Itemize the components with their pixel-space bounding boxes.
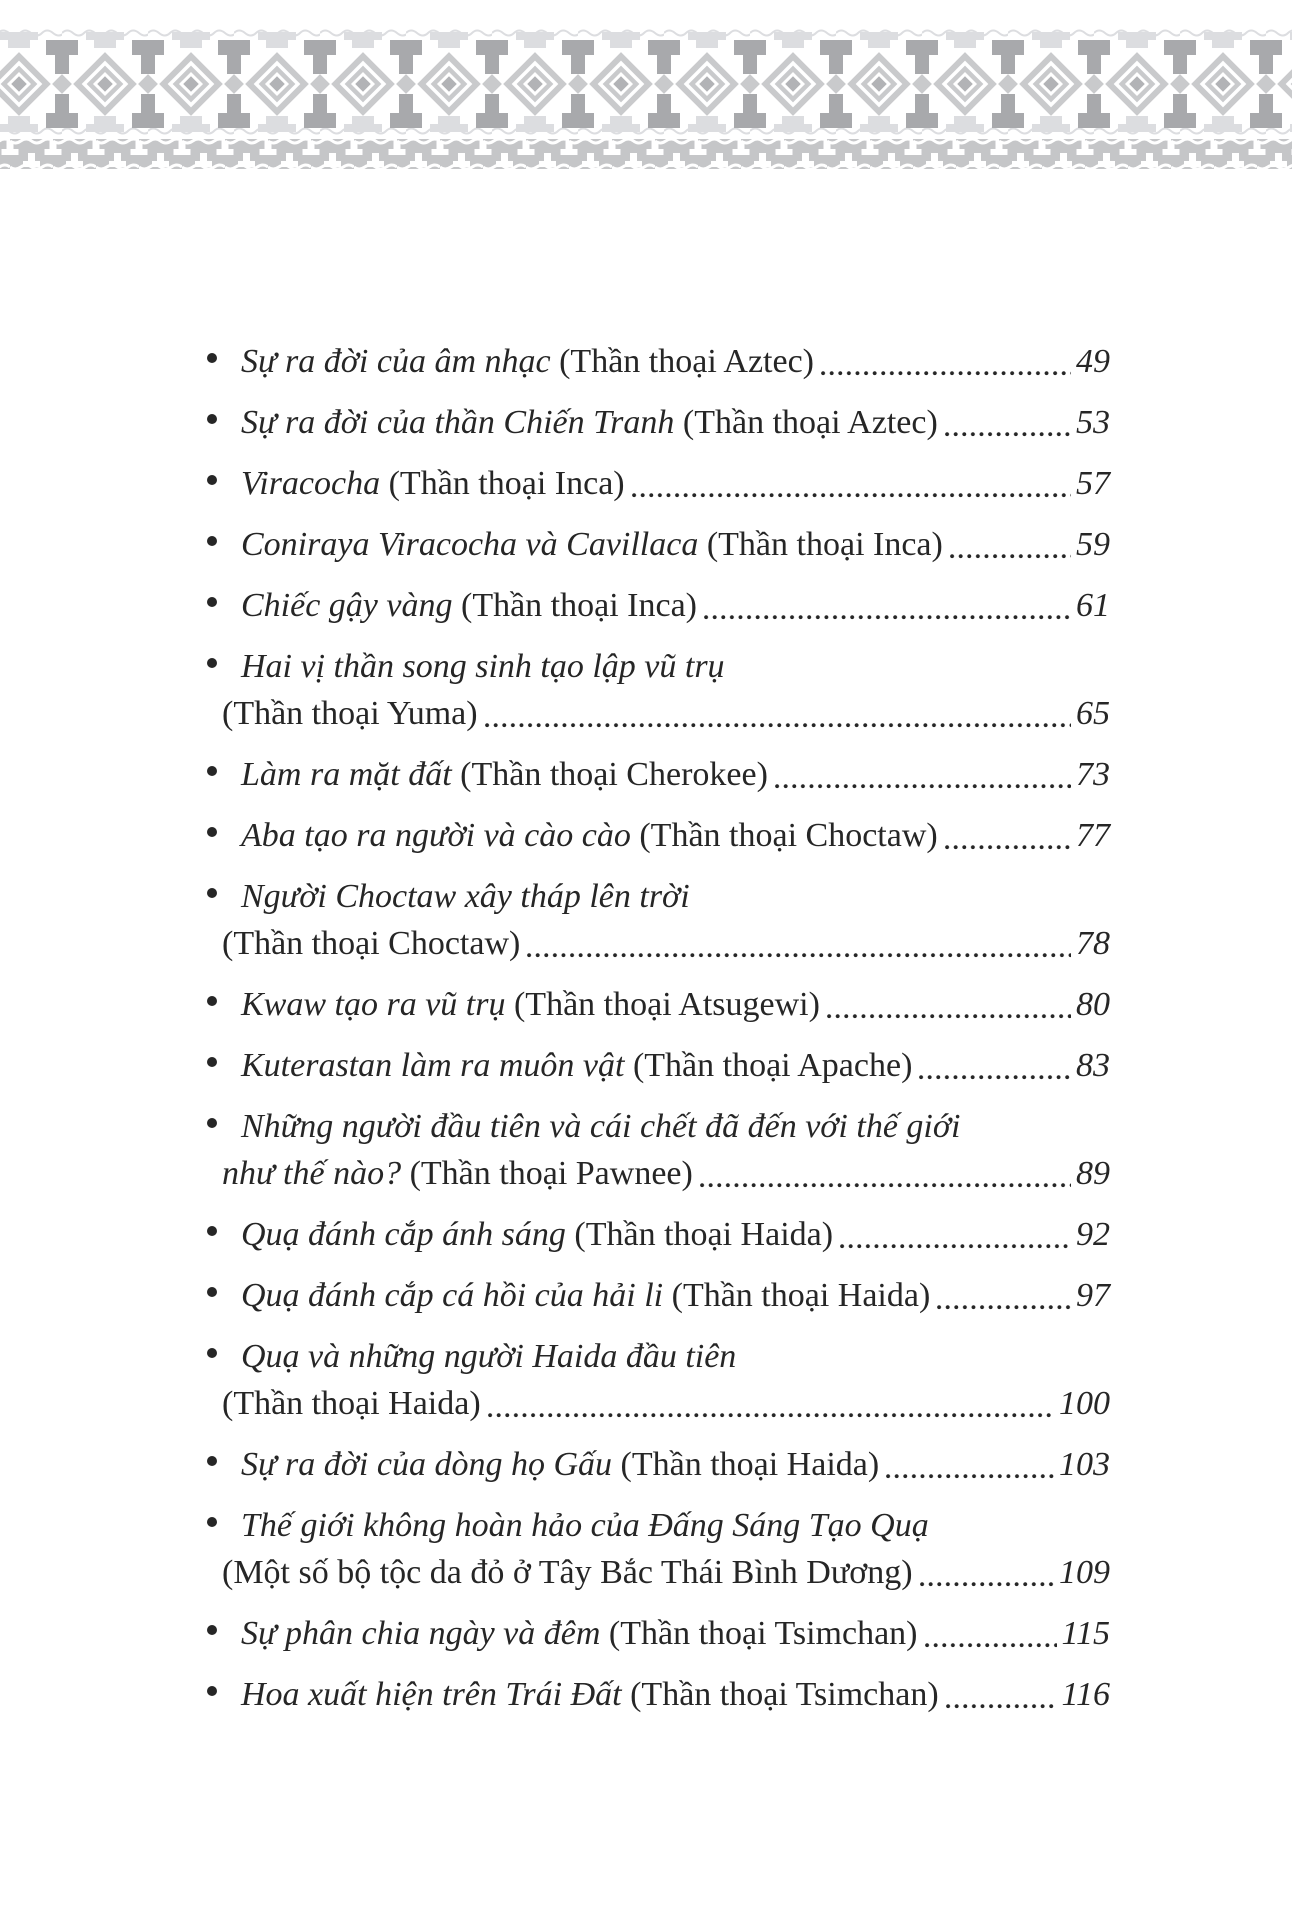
page-number: 97 [1076, 1277, 1110, 1314]
toc-entry-line [207, 873, 1110, 920]
entry-title-text: Làm ra mặt đất [241, 756, 452, 793]
bullet-icon [207, 888, 217, 898]
bullet-icon [207, 1287, 217, 1297]
entry-title-text: Chiếc gậy vàng [241, 587, 453, 624]
entry-title-text: Quạ và những người Haida đầu tiên [241, 1338, 737, 1375]
dotted-leader [919, 1042, 1071, 1089]
toc-entry-line [207, 1502, 1110, 1549]
dotted-leader [937, 1272, 1071, 1319]
entry-title [241, 1671, 939, 1718]
entry-title-text: Sự ra đời của dòng họ Gấu [241, 1446, 613, 1483]
bullet-icon [207, 475, 217, 485]
dotted-leader [945, 399, 1071, 446]
bullet-icon [207, 1456, 217, 1466]
page-number: 53 [1076, 404, 1110, 441]
page-number: 49 [1076, 343, 1110, 380]
entry-title-text: Aba tạo ra người và cào cào [241, 817, 631, 854]
toc-entry-line [207, 399, 1110, 446]
page-number: 80 [1076, 986, 1110, 1023]
entry-subtitle-text: (Thần thoại Tsimchan) [621, 1676, 939, 1713]
toc-entry-line [207, 690, 1110, 737]
toc-entry-line [207, 920, 1110, 967]
toc-entry-line [207, 1549, 1110, 1596]
toc-entry [207, 1441, 1110, 1488]
toc-entry-line [207, 1103, 1110, 1150]
page-number: 78 [1076, 925, 1110, 962]
entry-title-text: Quạ đánh cắp ánh sáng [241, 1216, 566, 1253]
entry-title-text: Người Choctaw xây tháp lên trời [241, 878, 690, 915]
entry-title [241, 1333, 736, 1380]
entry-subtitle-text: (Thần thoại Inca) [698, 526, 943, 563]
toc-entry [207, 1610, 1110, 1657]
toc-entry-line [207, 338, 1110, 385]
bullet-icon [207, 1118, 217, 1128]
entry-subtitle-text: (Thần thoại Pawnee) [401, 1155, 693, 1192]
toc-entry-line [207, 1380, 1110, 1427]
bullet-icon [207, 414, 217, 424]
page-number: 92 [1076, 1216, 1110, 1253]
entry-title [241, 1610, 918, 1657]
entry-title [241, 521, 943, 568]
toc-entry-line [207, 981, 1110, 1028]
entry-title-text: Hoa xuất hiện trên Trái Đất [241, 1676, 622, 1713]
page-number: 83 [1076, 1047, 1110, 1084]
page-number: 61 [1076, 587, 1110, 624]
toc-entry [207, 460, 1110, 507]
page-number: 89 [1076, 1155, 1110, 1192]
toc-entry [207, 751, 1110, 798]
entry-title [241, 338, 814, 385]
entry-subtitle-text: (Một số bộ tộc da đỏ ở Tây Bắc Thái Bình Dương) [222, 1554, 913, 1591]
entry-title-text: Thế giới không hoàn hảo của Đấng Sáng Tạo Quạ [241, 1507, 929, 1544]
entry-subtitle-text: (Thần thoại Choctaw) [222, 925, 521, 962]
entry-subtitle-text: (Thần thoại Aztec) [674, 404, 938, 441]
toc-entry [207, 1671, 1110, 1718]
page-number: 116 [1061, 1676, 1110, 1713]
entry-title [241, 1502, 929, 1549]
bullet-icon [207, 1348, 217, 1358]
toc-entry-line [207, 1042, 1110, 1089]
dotted-leader [485, 690, 1071, 737]
entry-title [241, 1441, 879, 1488]
toc-entry-line [207, 1671, 1110, 1718]
toc-entry [207, 643, 1110, 737]
toc-entry [207, 981, 1110, 1028]
entry-title [241, 1103, 960, 1150]
toc-entry-line [207, 1211, 1110, 1258]
toc-entry-line [207, 1610, 1110, 1657]
entry-title-text: Sự ra đời của thần Chiến Tranh [241, 404, 675, 441]
dotted-leader [925, 1610, 1057, 1657]
entry-subtitle-text: (Thần thoại Inca) [380, 465, 625, 502]
entry-subtitle-text: (Thần thoại Aztec) [550, 343, 814, 380]
toc-entry-line [207, 460, 1110, 507]
bullet-icon [207, 536, 217, 546]
page-number: 59 [1076, 526, 1110, 563]
bullet-icon [207, 1517, 217, 1527]
entry-title [222, 920, 520, 967]
page-number: 57 [1076, 465, 1110, 502]
page-number: 115 [1061, 1615, 1110, 1652]
dotted-leader [840, 1211, 1071, 1258]
entry-title-text: Coniraya Viracocha và Cavillaca [241, 526, 699, 563]
dotted-leader [886, 1441, 1054, 1488]
bullet-icon [207, 1226, 217, 1236]
toc-entry-line [207, 1333, 1110, 1380]
entry-title-text: Quạ đánh cắp cá hồi của hải li [241, 1277, 664, 1314]
entry-title-text: Hai vị thần song sinh tạo lập vũ trụ [241, 648, 725, 685]
dotted-leader [775, 751, 1071, 798]
entry-title-text: Những người đầu tiên và cái chết đã đến với thế giới [241, 1108, 961, 1145]
toc-entry [207, 338, 1110, 385]
bullet-icon [207, 353, 217, 363]
bullet-icon [207, 827, 217, 837]
entry-title-text: Sự ra đời của âm nhạc [241, 343, 551, 380]
toc-entry [207, 582, 1110, 629]
entry-title [241, 812, 938, 859]
entry-title [241, 582, 697, 629]
entry-title [222, 1380, 481, 1427]
toc-entry-line [207, 1272, 1110, 1319]
entry-title [241, 751, 768, 798]
entry-title [241, 1272, 930, 1319]
entry-subtitle-text: (Thần thoại Apache) [624, 1047, 913, 1084]
toc-entry [207, 1502, 1110, 1596]
entry-title [222, 690, 478, 737]
entry-subtitle-text: (Thần thoại Haida) [222, 1385, 481, 1422]
toc-entry-line [207, 1441, 1110, 1488]
dotted-leader [827, 981, 1071, 1028]
aztec-pattern-border [0, 0, 1292, 176]
page-number: 100 [1059, 1385, 1110, 1422]
bullet-icon [207, 766, 217, 776]
entry-subtitle-text: (Thần thoại Haida) [565, 1216, 834, 1253]
toc-entry [207, 812, 1110, 859]
dotted-leader [704, 582, 1071, 629]
entry-title [241, 1211, 833, 1258]
entry-subtitle-text: (Thần thoại Yuma) [222, 695, 478, 732]
toc-entry-line [207, 812, 1110, 859]
entry-title [241, 460, 625, 507]
entry-title-text: Viracocha [241, 465, 381, 502]
dotted-leader [632, 460, 1071, 507]
dotted-leader [488, 1380, 1054, 1427]
entry-subtitle-text: (Thần thoại Atsugewi) [505, 986, 820, 1023]
toc-entry-line [207, 751, 1110, 798]
entry-title [241, 643, 725, 690]
dotted-leader [821, 338, 1071, 385]
entry-title [241, 873, 690, 920]
toc-entry [207, 1042, 1110, 1089]
entry-title [222, 1549, 913, 1596]
page-number: 73 [1076, 756, 1110, 793]
entry-title-text: Kuterastan làm ra muôn vật [241, 1047, 625, 1084]
bullet-icon [207, 658, 217, 668]
entry-subtitle-text: (Thần thoại Inca) [452, 587, 697, 624]
toc-entry [207, 521, 1110, 568]
page-number: 103 [1059, 1446, 1110, 1483]
page-number: 65 [1076, 695, 1110, 732]
dotted-leader [700, 1150, 1071, 1197]
dotted-leader [920, 1549, 1054, 1596]
entry-title [222, 1150, 693, 1197]
entry-subtitle-text: (Thần thoại Cherokee) [451, 756, 768, 793]
toc-entry-line [207, 1150, 1110, 1197]
toc-entry [207, 1211, 1110, 1258]
entry-title-text: Kwaw tạo ra vũ trụ [241, 986, 506, 1023]
toc-entry [207, 1333, 1110, 1427]
dotted-leader [527, 920, 1071, 967]
entry-title-text: Sự phân chia ngày và đêm [241, 1615, 601, 1652]
entry-subtitle-text: (Thần thoại Choctaw) [630, 817, 938, 854]
dotted-leader [945, 812, 1071, 859]
bullet-icon [207, 1625, 217, 1635]
entry-title [241, 399, 938, 446]
entry-title [241, 981, 820, 1028]
page-number: 109 [1059, 1554, 1110, 1591]
entry-subtitle-text: (Thần thoại Haida) [663, 1277, 931, 1314]
entry-subtitle-text: (Thần thoại Haida) [612, 1446, 880, 1483]
bullet-icon [207, 1686, 217, 1696]
entry-title-text: như thế nào? [222, 1155, 402, 1192]
toc-entry-line [207, 521, 1110, 568]
toc-entry [207, 1272, 1110, 1319]
toc-list [207, 338, 1110, 1732]
toc-entry [207, 399, 1110, 446]
bullet-icon [207, 597, 217, 607]
toc-entry [207, 1103, 1110, 1197]
dotted-leader [950, 521, 1071, 568]
entry-subtitle-text: (Thần thoại Tsimchan) [600, 1615, 918, 1652]
dotted-leader [946, 1671, 1057, 1718]
toc-entry [207, 873, 1110, 967]
bullet-icon [207, 1057, 217, 1067]
toc-entry-line [207, 643, 1110, 690]
page-number: 77 [1076, 817, 1110, 854]
entry-title [241, 1042, 912, 1089]
toc-entry-line [207, 582, 1110, 629]
bullet-icon [207, 996, 217, 1006]
